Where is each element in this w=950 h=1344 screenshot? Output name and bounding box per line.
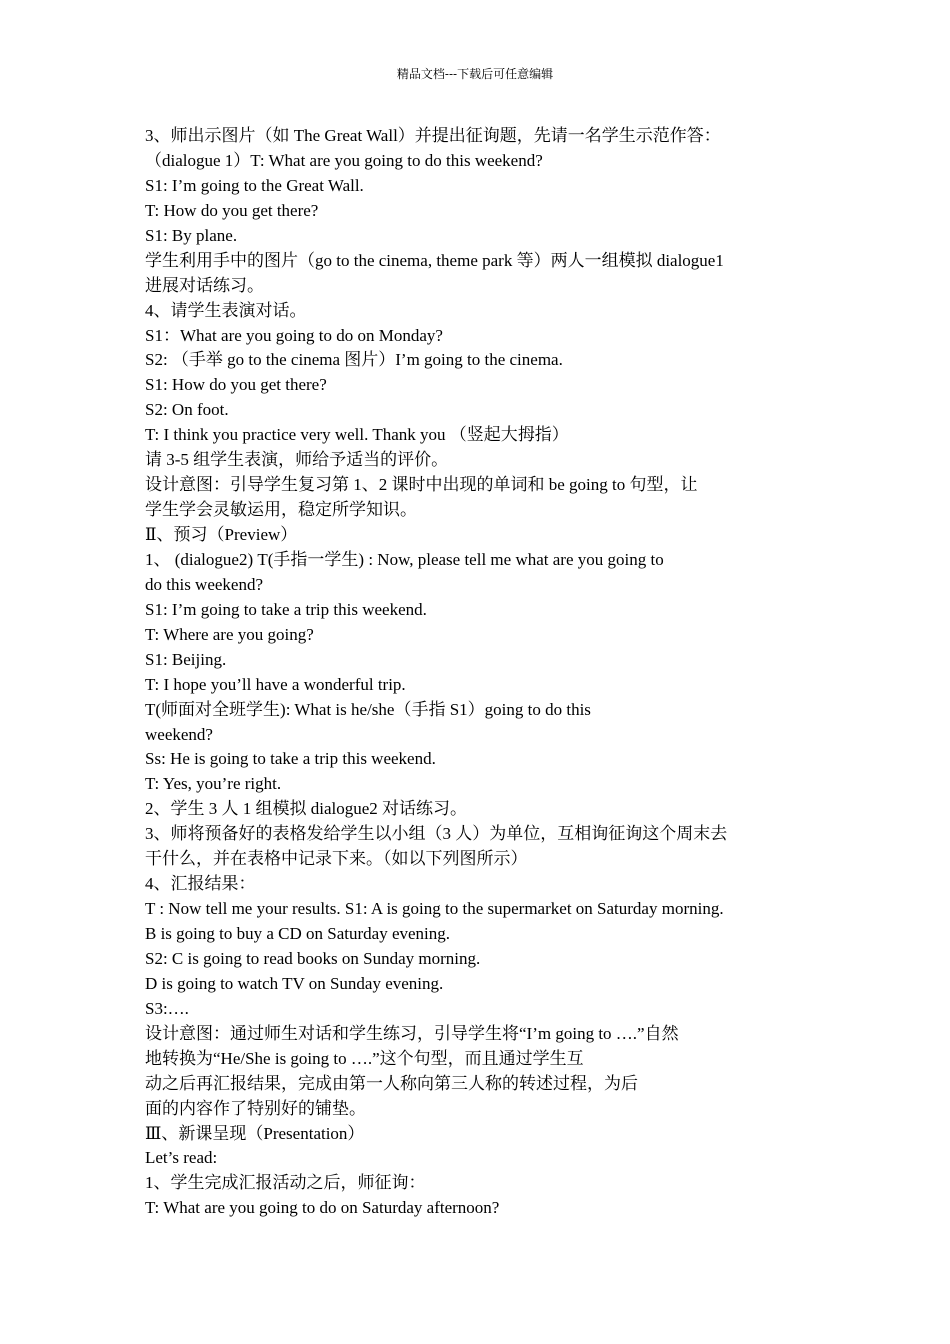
text-line: 学生学会灵敏运用，稳定所学知识。 bbox=[145, 500, 417, 520]
text-line: S2: On foot. bbox=[145, 400, 229, 420]
text-line: S1: By plane. bbox=[145, 225, 238, 245]
text-line: S1: How do you get there? bbox=[145, 375, 327, 395]
text-line: S1: Beijing. bbox=[145, 649, 227, 669]
text-line: S1: I’m going to take a trip this weekend. bbox=[145, 599, 427, 619]
text-line: T(师面对全班学生): What is he/she（手指 S1）going to do this bbox=[145, 699, 591, 719]
text-line: 进展对话练习。 bbox=[145, 275, 264, 295]
text-line: T: Where are you going? bbox=[145, 624, 314, 644]
text-line: 3、师将预备好的表格发给学生以小组（3 人）为单位，互相询征询这个周末去 bbox=[145, 824, 728, 844]
text-line: S3:…. bbox=[145, 998, 189, 1018]
text-line: 2、学生 3 人 1 组模拟 dialogue2 对话练习。 bbox=[145, 799, 468, 819]
text-line: 学生利用手中的图片（go to the cinema, theme park 等）两人一组模拟 dialogue1 bbox=[145, 250, 724, 270]
text-line: weekend? bbox=[145, 724, 213, 744]
text-line: T: Yes, you’re right. bbox=[145, 774, 282, 794]
text-line: D is going to watch TV on Sunday evening. bbox=[145, 973, 444, 993]
text-line: 请 3-5 组学生表演，师给予适当的评价。 bbox=[145, 450, 449, 470]
text-line: 3、师出示图片（如 The Great Wall）并提出征询题，先请一名学生示范作答： bbox=[145, 126, 721, 145]
page-header: 精品文档---下载后可任意编辑 bbox=[396, 67, 554, 81]
text-line: 设计意图：引导学生复习第 1、2 课时中出现的单词和 be going to 句型，让 bbox=[145, 475, 698, 495]
text-line: S1: I’m going to the Great Wall. bbox=[145, 175, 364, 195]
text-line: S1：What are you going to do on Monday? bbox=[145, 325, 443, 345]
text-line: 干什么，并在表格中记录下来。（如以下列图所示） bbox=[145, 849, 528, 869]
text-line: T: I hope you’ll have a wonderful trip. bbox=[145, 674, 406, 694]
text-line: 4、请学生表演对话。 bbox=[145, 300, 307, 320]
text-line: Let’s read: bbox=[145, 1148, 218, 1168]
text-line: 1、学生完成汇报活动之后，师征询： bbox=[145, 1173, 426, 1193]
text-line: T: I think you practice very well. Thank you （竖起大拇指） bbox=[145, 425, 569, 445]
section-heading: Ⅲ、新课呈现（Presentation） bbox=[145, 1123, 365, 1143]
text-line: Ss: He is going to take a trip this weekend. bbox=[145, 749, 436, 769]
text-line: （dialogue 1）T: What are you going to do this weekend? bbox=[145, 150, 543, 170]
text-line: S2: C is going to read books on Sunday morning. bbox=[145, 948, 481, 968]
text-line: 地转换为“He/She is going to ….”这个句型，而且通过学生互 bbox=[145, 1048, 584, 1068]
text-line: 4、汇报结果： bbox=[145, 874, 256, 894]
text-line: 设计意图：通过师生对话和学生练习，引导学生将“I’m going to ….”自然 bbox=[145, 1023, 679, 1043]
section-heading: Ⅱ、预习（Preview） bbox=[145, 525, 298, 544]
text-line: T: What are you going to do on Saturday afternoon? bbox=[145, 1198, 500, 1218]
text-line: do this weekend? bbox=[145, 574, 264, 594]
text-line: T: How do you get there? bbox=[145, 200, 319, 220]
text-line: B is going to buy a CD on Saturday evening. bbox=[145, 924, 451, 943]
text-line: 面的内容作了特别好的铺垫。 bbox=[145, 1098, 366, 1118]
text-line: T : Now tell me your results. S1: A is going to the supermarket on Saturday morning. bbox=[145, 899, 724, 919]
text-line: 动之后再汇报结果，完成由第一人称向第三人称的转述过程，为后 bbox=[145, 1073, 638, 1093]
text-line: S2: （手举 go to the cinema 图片）I’m going to the cinema. bbox=[145, 350, 563, 370]
document-body bbox=[145, 124, 815, 1221]
text-line: 1、 (dialogue2) T(手指一学生) : Now, please tell me what are you going to bbox=[145, 549, 664, 569]
